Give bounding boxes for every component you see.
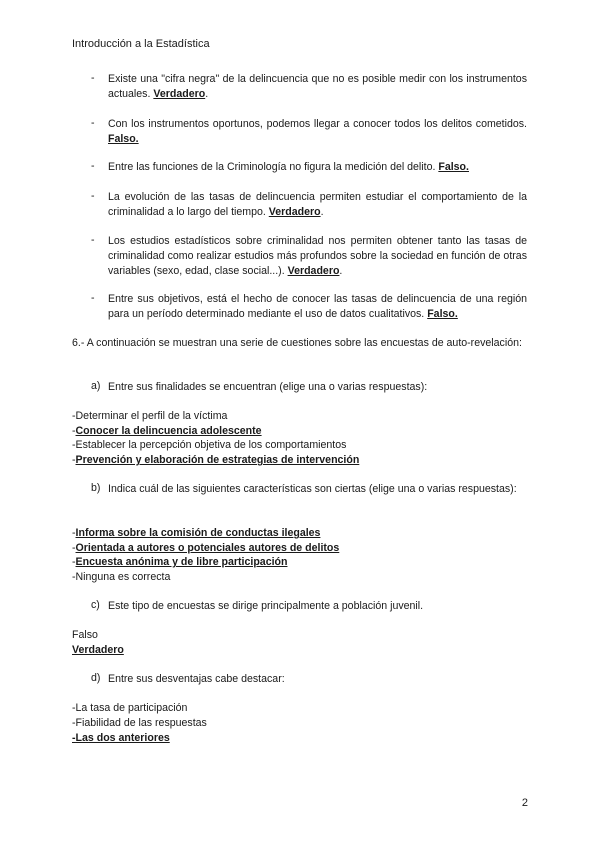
statement-3 [108, 160, 527, 175]
statement-after: . [320, 206, 324, 218]
option: -La tasa de participación [72, 702, 188, 714]
option-selected: Verdadero [72, 644, 124, 656]
option-selected: -Conocer la delincuencia adolescente [72, 425, 262, 437]
statement-5 [108, 234, 527, 279]
bullet-marker: - [91, 72, 95, 84]
bullet-marker: - [91, 160, 95, 172]
question-c-text: Este tipo de encuestas se dirige principalmente a población juvenil. [108, 600, 424, 612]
option-selected: -Encuesta anónima y de libre participación [72, 556, 288, 568]
option: -Determinar el perfil de la víctima [72, 410, 228, 422]
statement-4 [108, 190, 527, 220]
statement-text: La evolución de las tasas de delincuencia permiten estudiar el comportamiento de la criminalidad a lo largo del tiempo. [108, 191, 527, 218]
option-selected: -Informa sobre la comisión de conductas ilegales [72, 527, 321, 539]
statement-text: Con los instrumentos oportunos, podemos llegar a conocer todos los delitos cometidos. [108, 118, 527, 130]
statement-answer: Falso. [427, 308, 458, 320]
option: -Fiabilidad de las respuestas [72, 717, 207, 729]
question-d-text: Entre sus desventajas cabe destacar: [108, 673, 285, 685]
option: -Ninguna es correcta [72, 571, 171, 583]
statement-after: . [339, 265, 343, 277]
statement-answer: Verdadero [153, 88, 206, 100]
statement-6 [108, 292, 527, 322]
question-d-label: d) [91, 672, 101, 684]
bullet-marker: - [91, 234, 95, 246]
bullet-marker: - [91, 292, 95, 304]
statement-answer: Verdadero [268, 206, 321, 218]
option: -Establecer la percepción objetiva de los comportamientos [72, 439, 347, 451]
statement-text: Entre sus objetivos, está el hecho de conocer las tasas de delincuencia de una región para un período determinado mediante el uso de datos cualitativos. [108, 293, 527, 320]
statement-answer: Verdadero [287, 265, 340, 277]
option-selected: -Prevención y elaboración de estrategias de intervención [72, 454, 360, 466]
statement-text: Existe una "cifra negra" de la delincuencia que no es posible medir con los instrumentos actuales. [108, 73, 527, 100]
question-a-label: a) [91, 380, 101, 392]
page-number: 2 [521, 797, 528, 809]
option-selected: -Orientada a autores o potenciales autores de delitos [72, 542, 340, 554]
statement-answer: Falso. [438, 161, 469, 173]
question-6-intro: 6.- A continuación se muestran una serie de cuestiones sobre las encuestas de auto-revelación: [72, 337, 522, 349]
statement-after: . [205, 88, 209, 100]
statement-text: Entre las funciones de la Criminología no figura la medición del delito. [108, 161, 439, 173]
statement-1 [108, 72, 527, 102]
page-header: Introducción a la Estadística [72, 38, 210, 50]
question-b-label: b) [91, 482, 101, 494]
question-c-label: c) [91, 599, 100, 611]
statement-answer: Falso. [108, 133, 139, 145]
bullet-marker: - [91, 190, 95, 202]
statement-2 [108, 117, 527, 147]
option-selected: -Las dos anteriores [72, 732, 170, 744]
option: Falso [72, 629, 98, 641]
question-b-text: Indica cuál de las siguientes características son ciertas (elige una o varias respuestas): [108, 483, 517, 495]
question-a-text: Entre sus finalidades se encuentran (elige una o varias respuestas): [108, 381, 428, 393]
statement-text: Los estudios estadísticos sobre criminalidad nos permiten obtener tanto las tasas de criminalidad como realizar estudios más profundos sobre la sociedad en función de otras variables (sexo, edad, clase social...). [108, 235, 527, 277]
bullet-marker: - [91, 117, 95, 129]
